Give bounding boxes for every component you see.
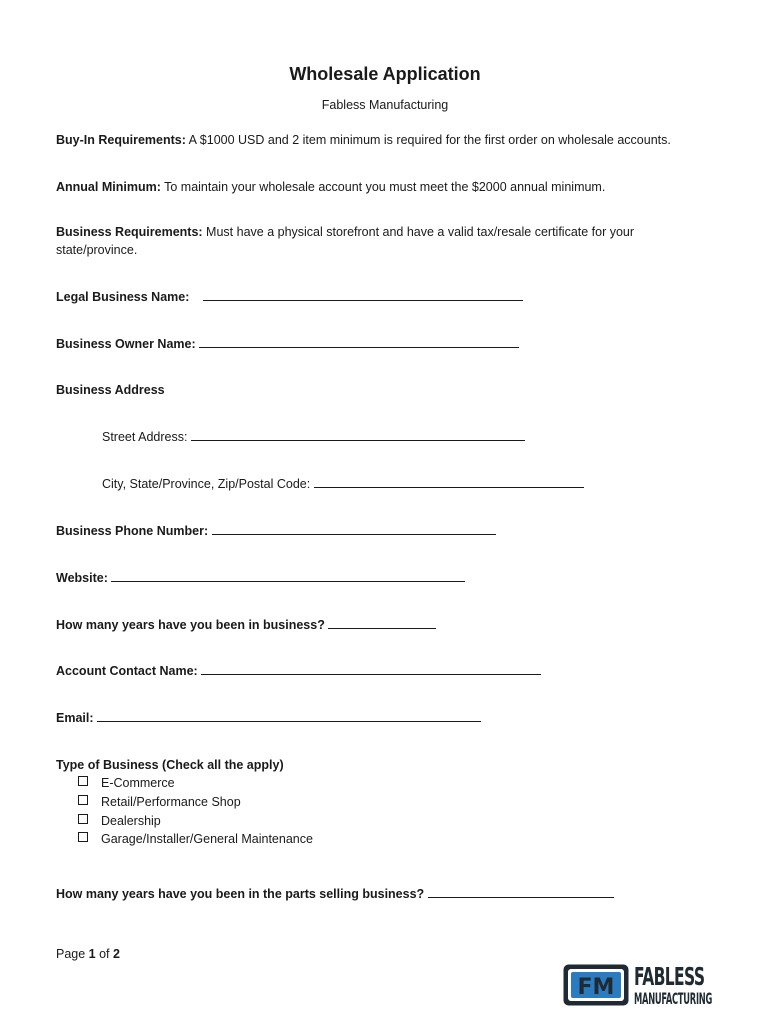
phone-row: [56, 522, 496, 540]
city-label: City, State/Province, Zip/Postal Code:: [102, 477, 311, 491]
checkbox-label: Retail/Performance Shop: [101, 795, 241, 809]
email-row: [56, 709, 481, 727]
website-field[interactable]: [111, 569, 465, 582]
logo-line2: MANUFACTURING: [634, 989, 713, 1008]
page-number: [56, 947, 120, 961]
contact-row: [56, 662, 541, 680]
page-current: 1: [88, 947, 96, 961]
annual-label: Annual Minimum:: [56, 180, 161, 194]
business-req-label: Business Requirements:: [56, 225, 203, 239]
street-address-row: [102, 428, 525, 446]
contact-field[interactable]: [201, 662, 541, 675]
checkbox-item-garage[interactable]: [78, 830, 313, 848]
buyin-text: A $1000 USD and 2 item minimum is required for the first order on wholesale accounts.: [185, 133, 671, 147]
email-label: Email:: [56, 711, 94, 725]
annual-text: To maintain your wholesale account you must meet the $2000 annual minimum.: [160, 180, 606, 194]
fm-logo-mark: [562, 963, 630, 1007]
page-title: Wholesale Application: [289, 64, 481, 84]
owner-name-row: [56, 335, 519, 353]
website-label: Website:: [56, 571, 108, 585]
logo-mark-text: FM: [577, 975, 615, 1000]
website-row: [56, 569, 465, 587]
page-of: of: [95, 947, 113, 961]
page-total: 2: [113, 947, 120, 961]
years-field[interactable]: [328, 616, 436, 629]
legal-name-row: [56, 288, 523, 306]
buyin-label: Buy-In Requirements:: [56, 133, 186, 147]
checkbox-item-dealership[interactable]: [78, 812, 161, 830]
phone-label: Business Phone Number:: [56, 524, 209, 538]
city-row: [102, 475, 584, 493]
business-requirements: [56, 223, 676, 259]
years-row: [56, 616, 436, 634]
checkbox-item-retail[interactable]: [78, 793, 241, 811]
buyin-requirements: [56, 131, 671, 149]
checkbox-icon[interactable]: [78, 795, 88, 805]
checkbox-item-ecommerce[interactable]: [78, 774, 175, 792]
street-field[interactable]: [191, 428, 525, 441]
page-prefix: Page: [56, 947, 89, 961]
logo-line1: FABLESS: [634, 962, 705, 991]
street-label: Street Address:: [102, 430, 188, 444]
parts-years-row: [56, 885, 614, 903]
business-type-heading: Type of Business (Check all the apply): [56, 758, 284, 772]
fabless-logo: [562, 962, 726, 1008]
business-req-text: Must have a physical storefront and have a valid tax/resale certificate for your state/province.: [56, 225, 635, 257]
years-label: How many years have you been in business?: [56, 618, 325, 632]
legal-name-label: Legal Business Name:: [56, 290, 190, 304]
checkbox-icon[interactable]: [78, 814, 88, 824]
checkbox-icon[interactable]: [78, 832, 88, 842]
email-field[interactable]: [97, 709, 481, 722]
parts-years-label: How many years have you been in the parts selling business?: [56, 887, 425, 901]
owner-name-field[interactable]: [199, 335, 519, 348]
owner-name-label: Business Owner Name:: [56, 337, 196, 351]
parts-years-field[interactable]: [428, 885, 614, 898]
checkbox-label: Dealership: [101, 814, 161, 828]
business-address-heading: Business Address: [56, 383, 165, 397]
phone-field[interactable]: [212, 522, 496, 535]
legal-name-field[interactable]: [203, 288, 523, 301]
checkbox-label: Garage/Installer/General Maintenance: [101, 832, 313, 846]
page-subtitle: Fabless Manufacturing: [321, 98, 449, 112]
contact-label: Account Contact Name:: [56, 664, 198, 678]
city-field[interactable]: [314, 475, 584, 488]
checkbox-label: E-Commerce: [101, 776, 175, 790]
checkbox-icon[interactable]: [78, 776, 88, 786]
annual-minimum: [56, 178, 605, 196]
